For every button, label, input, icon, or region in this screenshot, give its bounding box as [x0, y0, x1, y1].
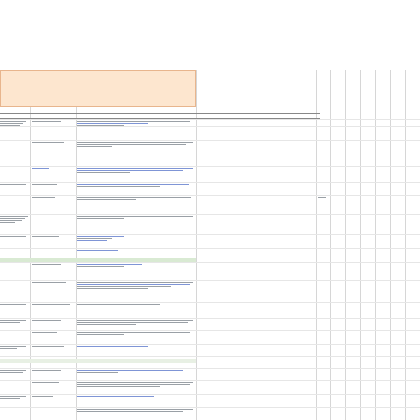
cell-text-block [32, 320, 74, 322]
cell-text-block [77, 396, 195, 398]
section-label [0, 270, 26, 272]
row-divider [0, 368, 420, 369]
cell-text-block [32, 184, 74, 186]
cell-text-block [77, 282, 195, 290]
cell-text-block [0, 320, 29, 324]
row-divider [0, 182, 420, 183]
section-header-row [0, 258, 196, 262]
cell-text-block [77, 304, 195, 306]
cell-text-block [0, 370, 29, 374]
row-divider [0, 356, 420, 357]
cell-text-block [32, 264, 74, 266]
banner-text [1, 71, 195, 82]
row-divider [0, 394, 420, 395]
cell-text-block [77, 370, 195, 374]
cell-text-block [77, 121, 195, 127]
cell-text-block [32, 197, 74, 199]
row-divider [0, 318, 420, 319]
cell-text-block [77, 142, 195, 148]
cell-text-block [77, 168, 195, 174]
cell-text-block [32, 346, 74, 348]
cell-text-block [77, 332, 195, 336]
cell-text-block [0, 396, 29, 400]
row-divider [0, 330, 420, 331]
row-divider [0, 119, 420, 120]
cell-text-block [0, 216, 29, 224]
cell-text-block [32, 121, 74, 123]
cell-text-block [0, 184, 29, 186]
cell-text-block [318, 197, 328, 199]
row-divider [0, 195, 420, 196]
cell-text-block [77, 236, 195, 242]
cell-text-block [32, 168, 74, 170]
row-divider [0, 344, 420, 345]
row-divider [0, 248, 420, 249]
row-divider [0, 234, 420, 235]
cell-text-block [0, 346, 29, 350]
description-banner [0, 70, 196, 107]
row-divider [0, 280, 420, 281]
cell-text-block [77, 216, 195, 220]
row-divider [0, 262, 420, 263]
cell-text-block [77, 184, 195, 188]
row-divider [0, 302, 420, 303]
row-divider [0, 126, 420, 127]
cell-text-block [32, 396, 74, 398]
row-divider [0, 214, 420, 215]
cell-text-block [0, 304, 29, 306]
cell-text-block [77, 346, 195, 348]
cell-text-block [77, 264, 195, 268]
cell-text-block [0, 236, 29, 238]
cell-text-block [32, 282, 74, 284]
cell-text-block [77, 409, 195, 413]
cell-text-block [77, 250, 195, 252]
cell-text-block [32, 236, 74, 238]
cell-text-block [32, 332, 74, 334]
cell-text-block [77, 382, 195, 388]
cell-text-block [32, 382, 74, 384]
row-divider [0, 407, 420, 408]
row-divider [0, 140, 420, 141]
cell-text-block [32, 142, 74, 144]
cell-text-block [77, 197, 195, 201]
row-divider [0, 166, 420, 167]
row-divider [0, 380, 420, 381]
cell-text-block [0, 121, 29, 127]
cell-text-block [77, 320, 195, 326]
cell-text-block [32, 304, 74, 306]
section-header-row [0, 359, 196, 363]
cell-text-block [32, 370, 74, 372]
